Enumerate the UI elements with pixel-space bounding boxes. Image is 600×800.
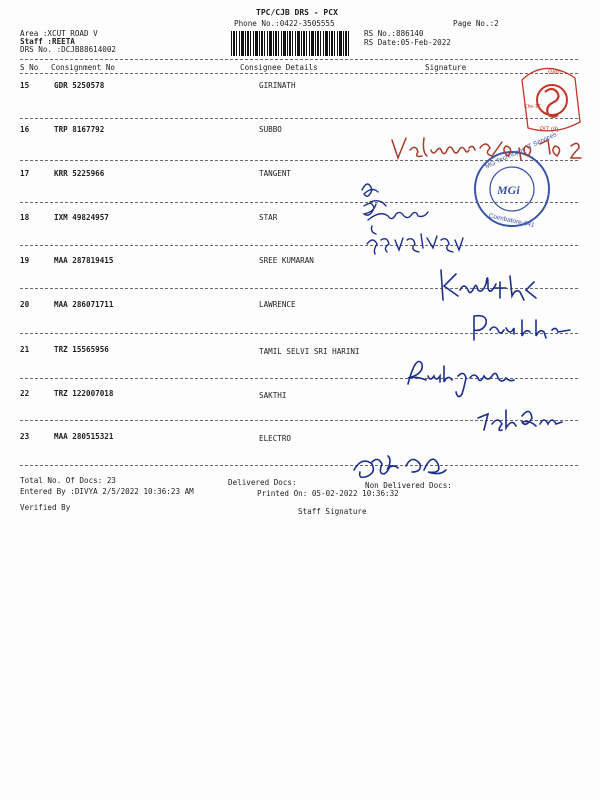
non-delivered-docs: Non Delivered Docs: — [365, 481, 452, 490]
drs-number: DRS No. :DCJB88614002 — [20, 45, 117, 54]
row-consignee: TANGENT — [259, 169, 292, 178]
row-sno: 15 — [20, 81, 30, 90]
row-consignment-no: MAA 286071711 — [54, 300, 114, 309]
row-consignment-no: GDR 5250578 — [54, 81, 105, 90]
printed-on: Printed On: 05-02-2022 10:36:32 — [257, 489, 399, 498]
row-consignment-no: IXM 49824957 — [54, 213, 109, 222]
rs-number: RS No.:886140 — [364, 29, 424, 38]
verified-by: Verified By — [20, 503, 71, 512]
total-docs: Total No. Of Docs: 23 — [20, 476, 117, 485]
row-consignee: GIRINATH — [259, 81, 296, 90]
svg-text:Coimbatore-641: Coimbatore-641 — [488, 212, 536, 230]
entered-by: Entered By :DIVYA 2/5/2022 10:36:23 AM — [20, 487, 194, 496]
column-header-signature: Signature — [425, 63, 467, 72]
row-consignee: TAMIL SELVI SRI HARINI — [259, 347, 360, 356]
column-header-consignee: Consignee Details — [240, 63, 318, 72]
row-consignment-no: MAA 280515321 — [54, 432, 114, 441]
row-consignee: ELECTRO — [259, 434, 292, 443]
row-sno: 17 — [20, 169, 30, 178]
signature-row21 — [408, 362, 514, 397]
row-sno: 20 — [20, 300, 30, 309]
row-consignment-no: MAA 287819415 — [54, 256, 114, 265]
staff-signature-label: Staff Signature — [298, 507, 367, 516]
signature-row20 — [474, 316, 570, 340]
report-title: TPC/CJB DRS - PCX — [256, 8, 338, 17]
row-consignee: STAR — [259, 213, 278, 222]
dues-stamp — [522, 68, 580, 133]
rs-date: RS Date:05-Feb-2022 — [364, 38, 451, 47]
staff-label: Staff :REETA — [20, 37, 75, 46]
row-consignee: SREE KUMARAN — [259, 256, 314, 265]
row-consignment-no: TRZ 122007018 — [54, 389, 114, 398]
row-sno: 16 — [20, 125, 30, 134]
page-number: Page No.:2 — [453, 19, 499, 28]
row-sno: 19 — [20, 256, 30, 265]
staff-signature — [354, 456, 446, 477]
svg-text:MGi: MGi — [497, 183, 520, 197]
signature-row18 — [364, 203, 463, 254]
signature-row19 — [441, 270, 536, 300]
row-consignee: SUBBO — [259, 125, 282, 134]
row-consignment-no: TRZ 15565956 — [54, 345, 109, 354]
handwritten-note-row16 — [392, 138, 581, 160]
svg-text:PIT (d): PIT (d) — [540, 127, 559, 133]
svg-text:MG Technopos IT Services: MG Technopos IT Services — [484, 131, 558, 171]
phone-number: Phone No.:0422-3505555 — [234, 19, 335, 28]
initials-row17 — [362, 184, 386, 206]
signature-row22 — [478, 410, 562, 430]
row-consignment-no: KRR 5225966 — [54, 169, 105, 178]
row-sno: 22 — [20, 389, 30, 398]
row-consignee: SAKTHI — [259, 391, 287, 400]
delivered-docs: Delivered Docs: — [228, 478, 297, 487]
row-sno: 18 — [20, 213, 30, 222]
area-label: Area :XCUT ROAD V — [20, 29, 98, 38]
row-consignment-no: TRP 8167792 — [54, 125, 105, 134]
row-sno: 23 — [20, 432, 30, 441]
column-header-consignment: Consignment No — [51, 63, 116, 72]
row-consignee: LAWRENCE — [259, 300, 296, 309]
svg-text:Che-12: Che-12 — [524, 104, 541, 110]
svg-text:Girin: Girin — [548, 70, 561, 76]
row-sno: 21 — [20, 345, 30, 354]
column-header-sno: S No — [20, 63, 39, 72]
